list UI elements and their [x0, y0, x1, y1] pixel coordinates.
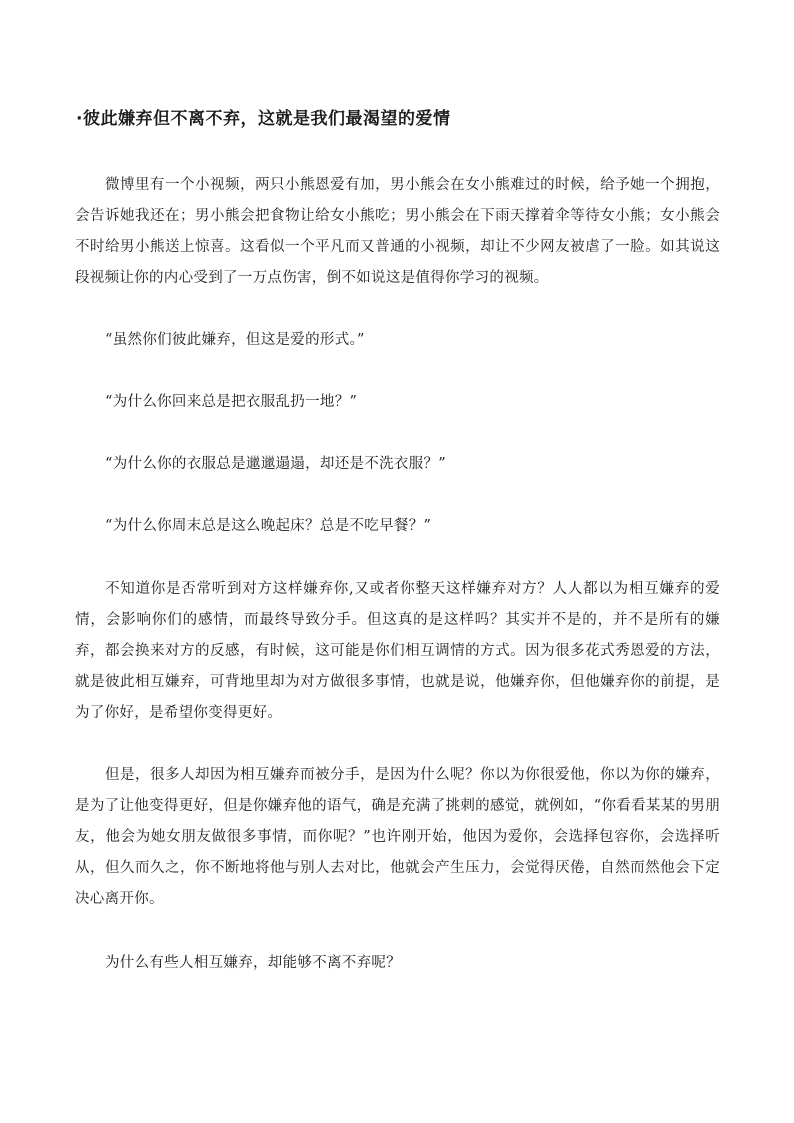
article-title: ·彼此嫌弃但不离不弃，这就是我们最渴望的爱情	[76, 109, 451, 129]
quote-2: “为什么你回来总是把衣服乱扔一地？”	[105, 394, 358, 410]
quote-1: “虽然你们彼此嫌弃，但这是爱的形式。”	[105, 332, 365, 348]
paragraph-body-2: 但是，很多人却因为相互嫌弃而被分手，是因为什么呢？你以为你很爱他，你以为你的嫌弃，是为了让他变得更好，但是你嫌弃他的语气，确是充满了挑刺的感觉，就例如，“你看看某某的男朋友，他会为她女朋友做很多事情，而你呢？”也许刚开始，他因为爱你，会选择包容你，会选择听从，但久而久之，你不断地将他与别人去对比，他就会产生压力，会觉得厌倦，自然而然他会下定决心离开你。	[75, 767, 720, 907]
paragraph-intro: 微博里有一个小视频，两只小熊恩爱有加，男小熊会在女小熊难过的时候，给予她一个拥抱，会告诉她我还在；男小熊会把食物让给女小熊吃；男小熊会在下雨天撑着伞等待女小熊；女小熊会不时给男小熊送上惊喜。这看似一个平凡而又普通的小视频，却让不少网友被虐了一脸。如其说这段视频让你的内心受到了一万点伤害，倒不如说这是值得你学习的视频。	[75, 177, 720, 286]
paragraph-question: 为什么有些人相互嫌弃，却能够不离不弃呢？	[105, 955, 401, 971]
quote-4: “为什么你周末总是这么晚起床？总是不吃早餐？”	[105, 518, 432, 534]
paragraph-body-1: 不知道你是否常听到对方这样嫌弃你,又或者你整天这样嫌弃对方？人人都以为相互嫌弃的爱情，会影响你们的感情，而最终导致分手。但这真的是这样吗？其实并不是的，并不是所有的嫌弃，都会换来对方的反感，有时候，这可能是你们相互调情的方式。因为很多花式秀恩爱的方法，就是彼此相互嫌弃，可背地里却为对方做很多事情，也就是说，他嫌弃你，但他嫌弃你的前提，是为了你好，是希望你变得更好。	[75, 581, 720, 721]
quote-3: “为什么你的衣服总是邋邋遢遢，却还是不洗衣服？”	[105, 456, 447, 472]
